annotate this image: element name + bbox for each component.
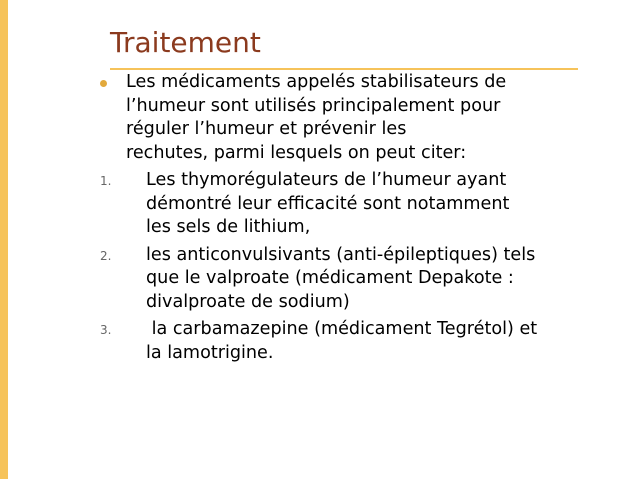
list-number: 1.	[100, 174, 112, 188]
item-line: démontré leur efficacité sont notamment	[146, 193, 510, 214]
intro-line: rechutes, parmi lesquels on peut citer:	[126, 142, 467, 163]
item-line: que le valproate (médicament Depakote :	[146, 268, 514, 288]
title-underline	[110, 68, 578, 70]
item-line: les sels de lithium,	[146, 217, 311, 237]
item-line: les anticonvulsivants (anti-épileptiques) tels	[146, 244, 536, 265]
list-number: 2.	[100, 248, 112, 263]
numbered-item-1	[100, 169, 612, 240]
slide-content	[100, 71, 612, 365]
list-number: 3.	[100, 323, 112, 337]
intro-line: réguler l’humeur et prévenir les	[126, 119, 407, 139]
item-line: la carbamazepine (médicament Tegrétol) et	[146, 319, 538, 339]
item-line: la lamotrigine.	[146, 342, 274, 363]
item-line: Les thymorégulateurs de l’humeur ayant	[146, 170, 507, 190]
slide-left-accent-bar	[0, 0, 8, 479]
numbered-item-2	[100, 244, 612, 315]
intro-line: Les médicaments appelés stabilisateurs de	[126, 72, 507, 92]
numbered-item-text	[146, 318, 612, 365]
intro-line: l’humeur sont utilisés principalement pour	[126, 95, 501, 116]
intro-text	[126, 71, 612, 165]
bullet-dot-icon	[100, 80, 107, 87]
numbered-item-text	[146, 244, 612, 315]
intro-bullet	[100, 71, 612, 165]
numbered-item-3	[100, 318, 612, 365]
item-line: divalproate de sodium)	[146, 291, 350, 312]
numbered-item-text	[146, 169, 612, 240]
slide-title: Traitement	[110, 26, 261, 59]
